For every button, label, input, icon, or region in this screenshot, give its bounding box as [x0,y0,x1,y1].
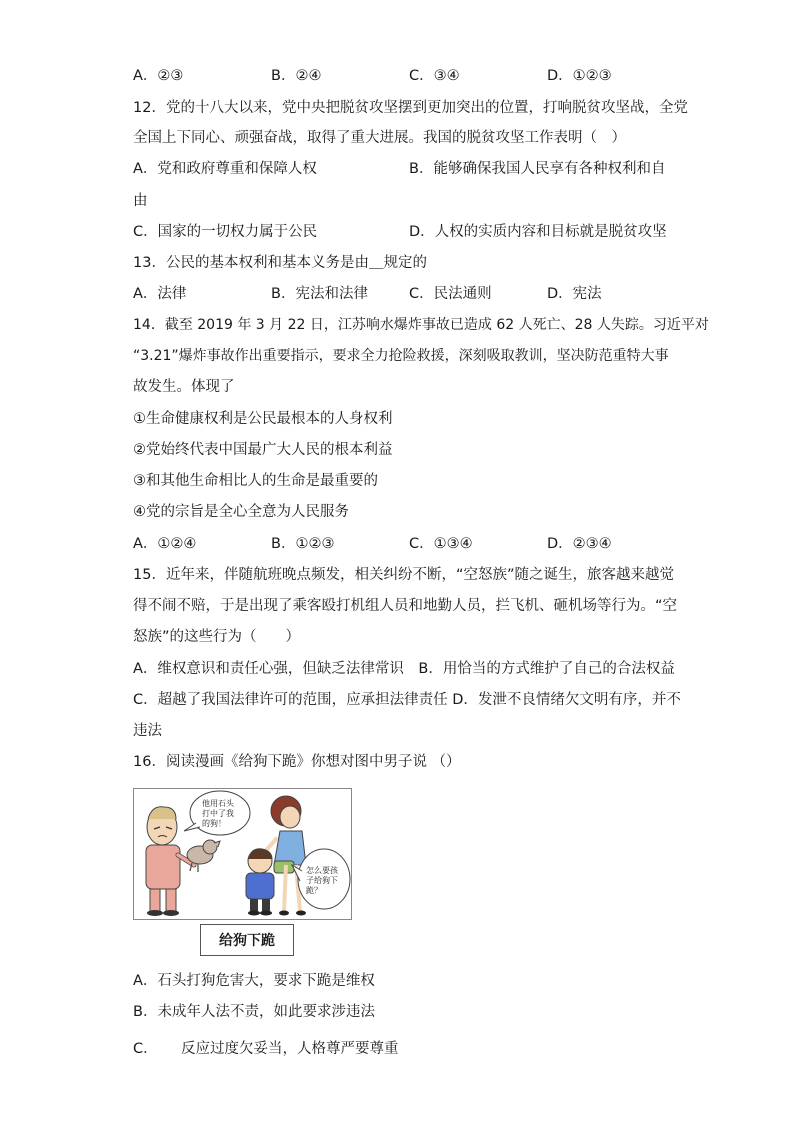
comic-illustration [134,789,351,919]
bubble-right-line2: 子给狗下 [306,876,338,885]
q12-option-c: C．国家的一切权力属于公民 [133,224,318,240]
speech-bubble-left [184,791,250,835]
man-figure [146,807,194,916]
q13-option-d: D．宪法 [547,286,602,302]
q14-item-3: ③和其他生命相比人的生命是最重要的 [133,473,378,489]
q14-item-2: ②党始终代表中国最广大人民的根本利益 [133,442,393,458]
q12-option-a: A．党和政府尊重和保障人权 [133,161,317,177]
q16-option-b: B．未成年人法不责，如此要求涉违法 [133,1004,375,1020]
bubble-left-line1: 他用石头 [202,799,234,808]
q14-option-b: B．①②③ [271,536,335,552]
q11-option-d: D．①②③ [547,68,612,84]
q12-option-d: D．人权的实质内容和目标就是脱贫攻坚 [409,224,667,240]
q11-option-a: A．②③ [133,68,184,84]
q15-option-cd-cont: 违法 [133,723,162,739]
q14-item-4: ④党的宗旨是全心全意为人民服务 [133,504,349,520]
q15-stem-line2: 得不闹不赔，于是出现了乘客殴打机组人员和地勤人员，拦飞机、砸机场等行为。“空 [133,598,678,614]
q14-stem-line2: “3.21”爆炸事故作出重要指示，要求全力抢险救援，深刻吸取教训，坚决防范重特大事 [133,348,669,364]
q15-stem-line3: 怒族”的这些行为（ ） [133,629,301,645]
q12-option-b-cont: 由 [133,193,148,209]
q16-option-c-label: C． [133,1041,158,1057]
child-figure [246,849,274,916]
q16-stem: 16．阅读漫画《给狗下跪》你想对图中男子说 （） [133,754,461,770]
q15-option-cd: C．超越了我国法律许可的范围，应承担法律责任 D．发泄不良情绪欠文明有序，并不 [133,692,681,708]
q14-option-d: D．②③④ [547,536,612,552]
comic-image [133,788,352,920]
q16-option-a: A．石头打狗危害大，要求下跪是维权 [133,973,375,989]
q15-option-ab: A．维权意识和责任心强，但缺乏法律常识 B．用恰当的方式维护了自己的合法权益 [133,661,675,677]
q14-option-c: C．①③④ [409,536,473,552]
q11-option-b: B．②④ [271,68,322,84]
bubble-left-line3: 的狗！ [202,819,226,828]
bubble-left-line2: 打中了我 [202,809,234,818]
bubble-right-line1: 怎么要孩 [306,866,338,875]
comic-caption: 给狗下跪 [200,924,294,956]
q13-stem: 13．公民的基本权利和基本义务是由＿规定的 [133,255,427,271]
q11-option-c: C．③④ [409,68,460,84]
q13-option-a: A．法律 [133,286,187,302]
q16-option-c: 反应过度欠妥当，人格尊严要尊重 [181,1041,399,1057]
q15-stem-line1: 15．近年来，伴随航班晚点频发，相关纠纷不断，“空怒族”随之诞生，旅客越来越觉 [133,567,674,583]
q14-stem-line1: 14．截至 2019 年 3 月 22 日，江苏响水爆炸事故已造成 62 人死亡、28 人失踪。习近平对 [133,317,709,333]
q14-stem-line3: 故发生。体现了 [133,379,235,395]
q12-stem-line1: 12．党的十八大以来，党中央把脱贫攻坚摆到更加突出的位置，打响脱贫攻坚战，全党 [133,100,688,116]
bubble-right-line3: 跪？ [306,886,322,895]
q12-option-b: B．能够确保我国人民享有各种权利和自 [409,161,666,177]
q13-option-c: C．民法通则 [409,286,492,302]
q14-item-1: ①生命健康权利是公民最根本的人身权利 [133,411,393,427]
q12-stem-line2: 全国上下同心、顽强奋战，取得了重大进展。我国的脱贫攻坚工作表明（ ） [133,130,626,146]
q14-option-a: A．①②④ [133,536,197,552]
q13-option-b: B．宪法和法律 [271,286,368,302]
dog-figure [187,840,220,872]
